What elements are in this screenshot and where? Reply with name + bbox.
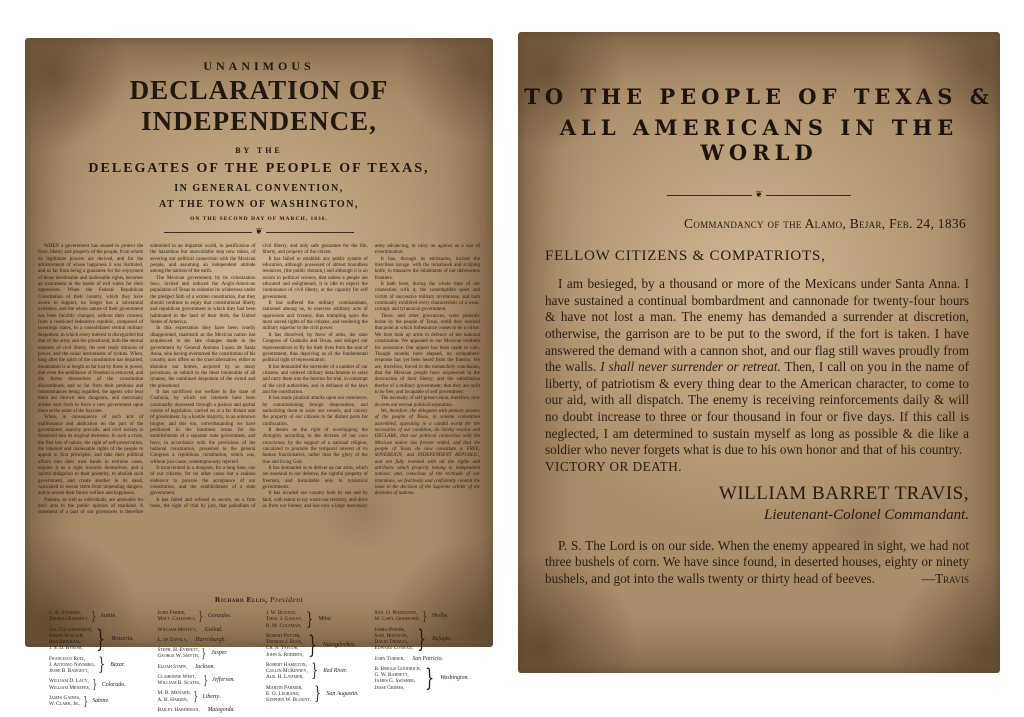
travis-signature-title: Lieutenant-Colonel Commandant. [764, 506, 969, 523]
declaration-paragraph: It has made piratical attacks upon our commerce, by commissioning foreign desperadoes, and authorizing them to seize our vessels, and convey the property of our citizens to far distant ports for confiscation. [262, 396, 368, 427]
declaration-paragraph: Nations, as well as individuals, are amenable for their acts to the public opinion of mankind. A statement of a part of our grievances is therefore submitted to an impartial world, in justification of the hazardous but unavoidable step now taken, of severing our political connection with the Mexican people, and assuming an independent attitude among the nations of the earth. [38, 244, 256, 516]
declaration-paragraph: It has failed and refused to secure, on a firm basis, the right of trial by jury, that palladium of civil liberty, and only safe guarantee for the life, liberty, and property of the citizen. [150, 244, 368, 510]
signer-name: Francisco Ruiz, [49, 655, 86, 662]
county-name: San Augustin. [326, 690, 359, 697]
brace-glyph: } [422, 609, 428, 624]
declaration-paragraph: The Mexican government, by its colonization laws, invited and induced the Anglo-American population of Texas to colonize its wilderness under the pledged faith of a written constitution, that they should continue to enjoy that constitutional liberty and republican government to which they had been habituated in the land of their birth, the United States of America. [150, 275, 256, 326]
signer-name: Thos. J. Gazley, [266, 616, 303, 623]
signer-name: John S. Roberts, [266, 651, 304, 658]
signer-name: Ch. S. Taylor, [266, 645, 299, 652]
signer-name: R. M. Coleman, [266, 622, 302, 629]
county-name: Refugio. [432, 636, 452, 642]
signature-column [375, 610, 474, 717]
signer-name: Robert Potter, [266, 632, 301, 639]
brace-glyph: } [311, 660, 318, 682]
declaration-paragraph: It denies us the right of worshipping the Almighty according to the dictates of our own conscience, by the support of a national religion, calculated to promote the temporal interest of its human functionaries, rather than the glory of the true and living God. [262, 427, 368, 465]
postscript [545, 538, 969, 588]
declaration-paragraph: It has, through its emissaries, incited the merciless savage, with the tomahawk and scalping knife, to massacre the inhabitants of our defenseless frontiers. [374, 256, 480, 281]
brace-glyph: } [193, 689, 198, 704]
county-name: Nacogdoches. [322, 642, 356, 649]
signer-names [49, 610, 89, 623]
brace-glyph: } [307, 631, 317, 660]
signer-names [266, 662, 308, 681]
signer-names [49, 678, 90, 691]
brace-glyph: } [416, 624, 427, 653]
county-name: Jefferson. [212, 677, 235, 683]
county-name: Red River. [323, 668, 348, 675]
county-name: Washington. [440, 675, 469, 682]
signer-names [158, 627, 197, 633]
declaration-broadside-page [25, 38, 493, 713]
declaration-paragraph: It has dissolved, by force of arms, the state Congress of Coahuila and Texas, and obliged our representatives to fly for their lives from the seat of government, thus depriving us of the fundamental political right of representation. [262, 332, 368, 364]
by-the-label: BY THE [235, 146, 283, 155]
signature-group [49, 624, 148, 653]
declaration-paragraph: WHEN a government has ceased to protect the lives, liberty and property of the people, from whom its legitimate powers are derived, and for the advancement of whose happiness it was instituted, and so far from being a guarantee for the enjoyment of those inestimable and inalienable rights, becomes an instrument in the hands of evil rulers for their oppression. When the Federal Republican Constitution of their country, which they have sworn to support, no longer has a substantial existence, and the whole nature of their government has been forcibly changed, without their consent, from a restricted federative republic, composed of sovereign states, to a consolidated central military despotism, in which every interest is disregarded but that of the army and the priesthood, both the eternal enemies of civil liberty, the ever ready minions of power, and the usual instruments of tyrants. When, long after the spirit of the constitution has departed, moderation is at length so far lost by those in power, that even the semblance of freedom is removed, and the forms themselves of the constitution discontinued, and so far from their petitions and remonstrances being regarded, the agents who bear them are thrown into dungeons, and mercenary armies sent forth to force a new government upon them at the point of the bayonet. [38, 244, 144, 414]
county-name: San Patricio. [412, 655, 443, 662]
travis-header [518, 32, 1000, 200]
brace-glyph: } [203, 672, 208, 687]
unanimous-label: UNANIMOUS [203, 59, 315, 73]
letter-text: I am besieged, by a thousand or more of the Mexicans under Santa Anna. I have sustained a continual bombardment and cannonade for twenty-four hours & have not lost a man. The enemy has demanded a surrender at discretion, otherwise, the garrison are to be put to the sword, if the fort is taken. I have answered the demand with a cannon shot, and our flag still waves proudly from the walls. [545, 276, 969, 375]
president-line [25, 595, 493, 604]
signer-name: Jesse Grimes, [374, 684, 405, 691]
signer-name: William D. Lacy, [49, 678, 89, 685]
signer-names [158, 674, 201, 687]
travis-header-line2: ALL AMERICANS IN THE WORLD [559, 115, 959, 165]
signer-name: James Power, [374, 626, 406, 633]
brace-glyph: } [198, 609, 204, 624]
postscript-text: P. S. The Lord is on our side. When the enemy appeared in sight, we had not three bushels of corn. We have since found, in deserted houses, eighty or ninety bushels, and got into the walls twenty or thirty head of beeves. [545, 537, 969, 586]
delegates-line: DELEGATES OF THE PEOPLE OF TEXAS, [88, 161, 430, 176]
declaration-paragraph: It has demanded us to deliver up our arms, which are essential to our defence, the rightful property of freemen, and formidable only to tyrannical governments. [262, 466, 368, 491]
town-line: AT THE TOWN OF WASHINGTON, [159, 199, 359, 210]
signer-name: Edward Conrad, [374, 645, 413, 652]
declaration-body-columns [38, 244, 480, 588]
brace-glyph: } [314, 683, 322, 705]
county-name: Shelby. [431, 613, 449, 620]
signer-name: John Fisher, [157, 610, 186, 616]
signer-name: B. Briggs Goodrich, [374, 665, 421, 672]
signer-names [266, 633, 304, 658]
signer-names [375, 627, 413, 652]
signature-grid [49, 610, 473, 717]
signer-names [158, 707, 200, 713]
signature-group [158, 674, 257, 687]
signature-group [374, 624, 474, 653]
signer-name: George W. Smyth, [157, 653, 200, 660]
county-name: Mina. [318, 616, 332, 623]
signer-name: William B. Scates, [157, 680, 201, 686]
brace-glyph: } [98, 654, 106, 676]
signer-name: David Thomas, [374, 639, 409, 645]
signature-column [49, 610, 148, 717]
date-line: ON THE SECOND DAY OF MARCH, 1836. [190, 216, 328, 222]
signature-group [266, 662, 365, 681]
travis-letter-page [518, 32, 1000, 673]
signer-name: Alb. H. Latimer, [266, 674, 304, 681]
declaration-paragraph: It has failed to establish any public system of education, although possessed of almost boundless resources, (the public domain,) and although it is an axiom in political science, that unless a people are educated and enlightened, it is idle to expect the continuance of civil liberty, or the capacity for self government. [262, 256, 368, 300]
declaration-title: DECLARATION OF INDEPENDENCE, [129, 75, 389, 136]
county-name: Jasper. [211, 650, 228, 657]
signer-name: Stephen W. Blount, [266, 697, 312, 703]
salutation: FELLOW CITIZENS & COMPATRIOTS, [545, 248, 826, 264]
president-title: President [270, 595, 304, 604]
signer-names [158, 610, 197, 623]
signer-names [375, 610, 421, 623]
signer-names [49, 627, 92, 652]
brace-glyph: } [96, 624, 106, 653]
signer-name: Elijah Stapp, [157, 663, 187, 670]
victory-or-death-phrase: VICTORY OR DEATH. [545, 458, 683, 474]
signer-name: Martin Parmer, [266, 684, 303, 691]
signer-names [375, 666, 421, 691]
signer-name: W. Car'l Crawford, [374, 616, 421, 623]
signer-names [49, 695, 81, 708]
convention-line: IN GENERAL CONVENTION, [174, 183, 344, 194]
signer-name: M. B. Menard, [157, 690, 191, 697]
signer-name: James G. Swisher, [374, 678, 416, 685]
signer-name: John Turner, [374, 655, 405, 662]
signature-group [375, 656, 474, 662]
signer-name: Thomas Barnett, [49, 616, 89, 623]
signer-name: Matt. Caldwell, [157, 616, 197, 623]
signer-name: J. Antonio Navarro, [49, 661, 95, 668]
signer-name: William Menefee, [49, 684, 91, 691]
signer-name: Jas. Collinsworth, [49, 626, 93, 633]
signature-group [49, 610, 148, 623]
divider-rule [164, 232, 252, 233]
county-name: Jackson. [194, 663, 215, 670]
signer-name: William Motley, [157, 626, 197, 633]
signer-name: L. de Zavala, [157, 636, 188, 643]
signature-group [158, 647, 257, 660]
signer-names [158, 690, 191, 703]
signature-group [158, 627, 257, 633]
signature-group [49, 678, 148, 691]
signer-names [49, 656, 95, 675]
travis-letter-body [545, 276, 969, 476]
county-name: Liberty. [202, 693, 221, 700]
signer-names [266, 685, 311, 704]
signer-names [375, 656, 405, 662]
signature-column [158, 610, 257, 717]
county-name: Sabine. [92, 698, 110, 704]
divider-rule [667, 195, 752, 196]
signature-group [158, 690, 257, 703]
signer-name: Bailey Hardeman, [157, 706, 200, 713]
signer-name: C. B. Stewart, [49, 610, 82, 616]
signer-name: Edwin Waller, [49, 632, 84, 639]
county-name: Harrisburgh. [195, 636, 226, 643]
county-name: Brazoria. [111, 636, 134, 642]
signer-names [158, 664, 187, 670]
signer-names [158, 637, 188, 643]
header-divider [25, 228, 493, 237]
signer-name: James Gaines, [49, 694, 81, 701]
brace-glyph: } [92, 677, 98, 692]
signer-name: Asa Brigham, [49, 639, 81, 645]
commandancy-dateline: Commandancy of the Alamo, Bejar, Feb. 24, 1836 [684, 216, 966, 231]
travis-signature-name: WILLIAM BARRET TRAVIS, [718, 482, 969, 504]
signature-group [158, 610, 257, 623]
never-surrender-phrase: I shall never surrender or retreat. [600, 359, 781, 375]
county-name: Colorado. [101, 681, 126, 688]
divider-rule [266, 232, 354, 233]
declaration-paragraph: The necessity of self-preservation, therefore, now decrees our eternal political separation. [374, 396, 481, 408]
divider-rule [766, 195, 851, 196]
declaration-paragraph: It has suffered the military commandants, stationed among us, to exercise arbitrary acts of oppression and tyranny, thus trampling upon the most sacred rights of the citizens, and rendering the military superior to the civil power. [262, 301, 368, 332]
signer-name: E. O. Legrand, [266, 690, 300, 697]
signer-name: Steph. H. Everett, [157, 647, 200, 653]
fleuron-icon: ❦ [255, 227, 263, 237]
signer-names [266, 610, 303, 629]
declaration-header [25, 38, 493, 237]
declaration-paragraph: These, and other grievances, were patiently borne by the people of Texas, untill they reached that point at which forbearance ceases to be a virtue. We then took up arms in defence of the national constitution. We appealed to our Mexican brethren for assistance. Our appeal has been made in vain. Though months have elapsed, no sympathetic response has yet been heard from the Interior. We are, therefore, forced to the melancholy conclusion, that the Mexican people have acquiesced in the destruction of their liberty, and the substitution therfor of a military government; that they are unfit to be free, and incapable of self government. [374, 313, 480, 395]
signature-group [375, 666, 474, 691]
brace-glyph: } [201, 646, 207, 661]
signer-name: Robert Hamilton, [266, 661, 307, 668]
letter-text: Then, I call on you in the name of liberty, of patriotism & every thing dear to the American character, to come to our aid, with all dispatch. The enemy is receiving reinforcements daily & will no doubt increase to three or four thousand in four or five days. If this call is neglected, I am determined to sustain myself as long as possible & die like a soldier who never forgets what is due to his own honor and that of his country. [545, 359, 969, 458]
declaration-paragraph: It has demanded the surrender of a number of our citizens, and ordered military detachments to seize and carry them into the Interior for trial, in contempt of the civil authorities, and in defiance of the laws and the constitution. [262, 364, 368, 395]
postscript-signature: —Travis [921, 570, 969, 586]
signer-name: Claiborne West, [157, 673, 196, 680]
declaration-paragraph: It has invaded our country both by sea and by land, with intent to lay waste our territory, and drive us from our homes; and has now a large mercenary army advancing, to carry on against us a war of extermination. [262, 244, 480, 510]
signer-name: Collin McKinney, [266, 668, 308, 674]
signer-name: Syd. O. Penington, [374, 610, 418, 616]
county-name: Matagorda. [207, 706, 235, 713]
signer-names [158, 647, 200, 660]
signature-group [49, 656, 148, 675]
signer-name: J. W. Bunton, [266, 610, 297, 616]
signer-name: Sam. Houston, [374, 632, 408, 639]
signer-name: Jesse B. Badgett, [49, 668, 89, 674]
brace-glyph: } [91, 609, 96, 624]
signature-group [158, 707, 257, 713]
signature-group [266, 610, 365, 629]
declaration-paragraph: When, in consequence of such acts of malfeasance and abdication on the part of the government, anarchy prevails, and civil society is dissolved into its original elements. In such a crisis, the first law of nature, the right of self-preservation, the inherent and inalienable rights of the people to appeal to first principles, and take their political affairs into their own hands in extreme cases, enjoins it as a right towards themselves, and a sacred obligation to their posterity, to abolish such government, and create another in its stead, calculated to rescue them from impending dangers, and to secure their future welfare and happiness. [38, 415, 144, 497]
signature-group [266, 685, 365, 704]
signer-name: Thomas J. Rusk, [266, 639, 303, 645]
signature-group [266, 633, 365, 658]
declaration-paragraph: It has sacrificed our welfare to the state of Coahuila, by which our interests have been continually depressed through a jealous and partial course of legislation, carried on at a far distant seat of government, by a hostile majority, in an unknown tongue, and this too, notwithstanding we have petitioned in the humblest terms for the establishment of a separate state government, and have, in accordance with the provisions of the national constitution, presented to the general Congress a republican constitution, which was, without just cause, contemptuously rejected. [150, 389, 256, 465]
declaration-paragraph: It hath been, during the whole time of our connection with it, the contemptible sport and victim of successive military revolutions, and hath continually exhibited every characteristic of a weak, corrupt, and tyrannical government. [374, 282, 480, 313]
signature-group [158, 664, 257, 670]
brace-glyph: } [306, 608, 314, 630]
declaration-paragraph: We, therefore, the delegates with plenary powers of the people of Texas, in solemn convention assembled, appealing to a candid world for the necessities of our condition, do hereby resolve and DECLARE, that our political connection with the Mexican nation has forever ended, and that the people of Texas do now constitute a FREE, SOVEREIGN, and INDEPENDENT REPUBLIC, and are fully invested with all the rights and attributes which properly belong to independent nations; and, conscious of the rectitude of our intentions, we fearlessly and confidently commit the issue to the decision of the Supreme arbiter of the destinies of nations. [374, 408, 480, 497]
president-name: Richard Ellis, [214, 595, 268, 604]
header-divider [518, 191, 1000, 200]
signature-group [49, 695, 148, 708]
signer-name: W. Clark, Jr., [49, 701, 81, 707]
signer-name: A. B. Hardin, [157, 696, 188, 703]
signer-name: G. W. Barnett, [374, 672, 409, 678]
fleuron-icon: ❦ [755, 190, 763, 200]
signature-column [266, 610, 365, 717]
signature-group [375, 610, 474, 623]
brace-glyph: } [424, 664, 435, 693]
declaration-paragraph: In this expectation they have been cruelly disappointed, inasmuch as the Mexican nation has acquiesced in the late changes made in the government by General Antonio Lopez de Santa Anna, who having overturned the constitution of his country, now offers us the cruel alternative, either to abandon our homes, acquired by so many privations, or submit to the most intolerable of all tyranny, the combined despotism of the sword and the priesthood. [150, 326, 256, 389]
travis-header-line1: TO THE PEOPLE OF TEXAS & [524, 84, 994, 109]
county-name: Bexar. [110, 661, 125, 668]
brace-glyph: } [83, 693, 88, 708]
signature-group [158, 637, 257, 643]
county-name: Gonzales. [208, 613, 232, 620]
declaration-paragraph: It incarcerated in a dungeon, for a long time, one of our citizens, for no other cause but a zealous endeavor to procure the acceptance of our constitution, and the establishment of a state government. [150, 466, 256, 497]
county-name: Goliad. [204, 626, 223, 633]
signer-name: J. S. D. Byrom, [49, 645, 83, 652]
county-name: Austin. [100, 613, 117, 620]
